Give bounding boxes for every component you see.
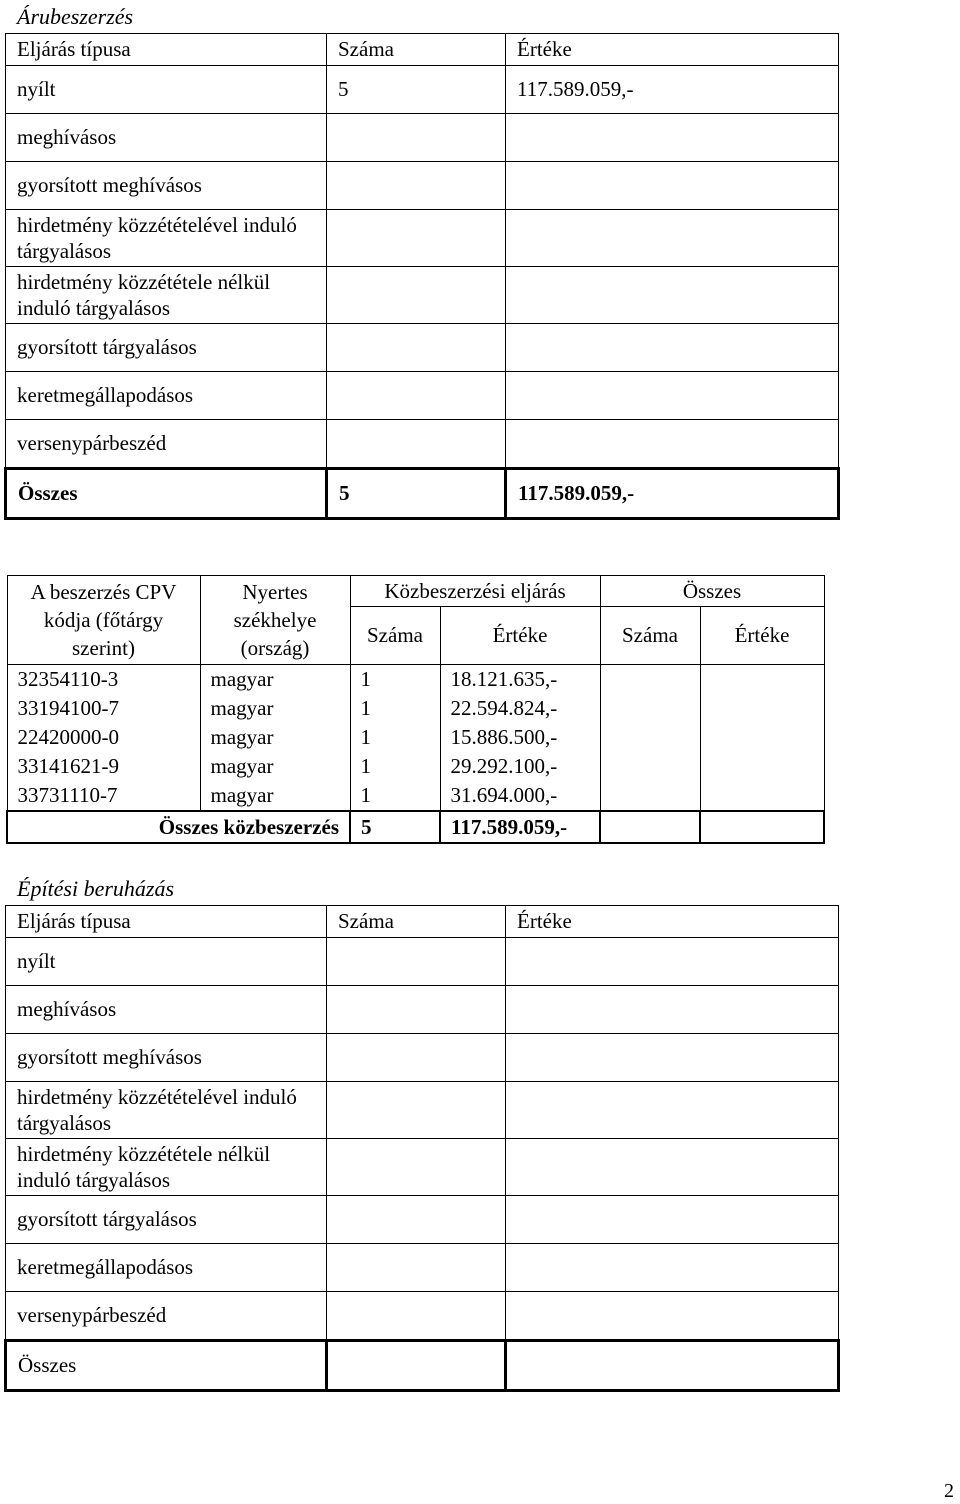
row-count	[327, 1082, 506, 1139]
grand-total-count: 5	[350, 811, 440, 843]
empty-total-count	[600, 811, 700, 843]
cpv-code: 33731110-7	[7, 781, 200, 811]
row-type: meghívásos	[6, 114, 327, 162]
row-type: gyorsított meghívásos	[6, 162, 327, 210]
total-value-cell	[700, 665, 824, 695]
row-count	[327, 114, 506, 162]
section-title-arubeszerzes: Árubeszerzés	[17, 4, 134, 29]
total-label: Összes	[6, 1341, 327, 1391]
cpv-code: 22420000-0	[7, 723, 200, 752]
grand-total-value: 117.589.059,-	[440, 811, 600, 843]
winner-country: magyar	[200, 694, 350, 723]
cpv-code: 32354110-3	[7, 665, 200, 695]
cpv-code: 33141621-9	[7, 752, 200, 781]
header-winner-country	[200, 576, 350, 665]
row-value	[506, 986, 839, 1034]
row-type: gyorsított tárgyalásos	[6, 324, 327, 372]
proc-value: 29.292.100,-	[440, 752, 600, 781]
row-type: keretmegállapodásos	[6, 1244, 327, 1292]
row-type: hirdetmény közzétételével induló tárgyalásos	[6, 1082, 327, 1139]
cpv-code: 33194100-7	[7, 694, 200, 723]
row-count	[327, 938, 506, 986]
row-count	[327, 1244, 506, 1292]
row-type: nyílt	[6, 66, 327, 114]
total-count-cell	[600, 723, 700, 752]
header-cpv-code	[7, 576, 200, 665]
row-value	[506, 1082, 839, 1139]
row-count	[327, 210, 506, 267]
proc-count: 1	[350, 694, 440, 723]
total-value-cell	[700, 752, 824, 781]
row-type: versenypárbeszéd	[6, 1292, 327, 1341]
header-procedure-type: Eljárás típusa	[6, 34, 327, 66]
row-type: nyílt	[6, 938, 327, 986]
header-proc-count: Száma	[350, 607, 440, 665]
row-value	[506, 114, 839, 162]
total-count	[327, 1341, 506, 1391]
proc-value: 18.121.635,-	[440, 665, 600, 695]
row-value	[506, 1139, 839, 1196]
row-type: keretmegállapodásos	[6, 372, 327, 420]
row-count	[327, 420, 506, 469]
row-value	[506, 210, 839, 267]
proc-value: 22.594.824,-	[440, 694, 600, 723]
proc-value: 15.886.500,-	[440, 723, 600, 752]
winner-country: magyar	[200, 781, 350, 811]
header-total-value: Értéke	[700, 607, 824, 665]
header-total: Összes	[600, 576, 824, 607]
row-value	[506, 372, 839, 420]
proc-count: 1	[350, 723, 440, 752]
header-count: Száma	[327, 34, 506, 66]
row-count	[327, 986, 506, 1034]
row-type: gyorsított tárgyalásos	[6, 1196, 327, 1244]
total-value: 117.589.059,-	[506, 469, 839, 519]
header-winner-text: Nyertes székhelye (ország)	[233, 580, 317, 660]
winner-country: magyar	[200, 665, 350, 695]
header-count: Száma	[327, 906, 506, 938]
total-label: Összes	[6, 469, 327, 519]
winner-country: magyar	[200, 752, 350, 781]
row-count	[327, 162, 506, 210]
row-count	[327, 1196, 506, 1244]
row-value	[506, 420, 839, 469]
proc-count: 1	[350, 781, 440, 811]
row-type: meghívásos	[6, 986, 327, 1034]
header-proc-value: Értéke	[440, 607, 600, 665]
row-value	[506, 1034, 839, 1082]
total-value	[506, 1341, 839, 1391]
total-value-cell	[700, 723, 824, 752]
row-value	[506, 1292, 839, 1341]
row-count	[327, 267, 506, 324]
total-count-cell	[600, 781, 700, 811]
row-type: versenypárbeszéd	[6, 420, 327, 469]
row-count	[327, 324, 506, 372]
winner-country: magyar	[200, 723, 350, 752]
header-value: Értéke	[506, 906, 839, 938]
header-cpv-code-text: A beszerzés CPV kódja (főtárgy szerint)	[30, 580, 177, 660]
page-number: 2	[944, 1480, 954, 1502]
procurement-table-goods	[4, 33, 840, 520]
row-value	[506, 324, 839, 372]
cpv-table	[6, 575, 825, 844]
row-value	[506, 1196, 839, 1244]
header-procedure-type: Eljárás típusa	[6, 906, 327, 938]
row-type: gyorsított meghívásos	[6, 1034, 327, 1082]
proc-count: 1	[350, 752, 440, 781]
row-type: hirdetmény közzététele nélkül induló tárgyalásos	[6, 1139, 327, 1196]
row-value	[506, 938, 839, 986]
row-value: 117.589.059,-	[506, 66, 839, 114]
row-count	[327, 1139, 506, 1196]
section-title-epitesi-beruhazas: Építési beruházás	[17, 876, 175, 901]
proc-value: 31.694.000,-	[440, 781, 600, 811]
empty-total-value	[700, 811, 824, 843]
proc-count: 1	[350, 665, 440, 695]
row-value	[506, 162, 839, 210]
header-total-count: Száma	[600, 607, 700, 665]
header-procedure: Közbeszerzési eljárás	[350, 576, 600, 607]
total-value-cell	[700, 694, 824, 723]
row-value	[506, 267, 839, 324]
row-value	[506, 1244, 839, 1292]
total-count: 5	[327, 469, 506, 519]
grand-total-label: Összes közbeszerzés	[7, 811, 350, 843]
row-count	[327, 1292, 506, 1341]
row-count	[327, 1034, 506, 1082]
total-count-cell	[600, 694, 700, 723]
row-type: hirdetmény közzététele nélkül induló tárgyalásos	[6, 267, 327, 324]
header-value: Értéke	[506, 34, 839, 66]
procurement-table-construction	[4, 905, 840, 1392]
row-count: 5	[327, 66, 506, 114]
total-count-cell	[600, 752, 700, 781]
total-value-cell	[700, 781, 824, 811]
row-count	[327, 372, 506, 420]
row-type: hirdetmény közzétételével induló tárgyalásos	[6, 210, 327, 267]
total-count-cell	[600, 665, 700, 695]
